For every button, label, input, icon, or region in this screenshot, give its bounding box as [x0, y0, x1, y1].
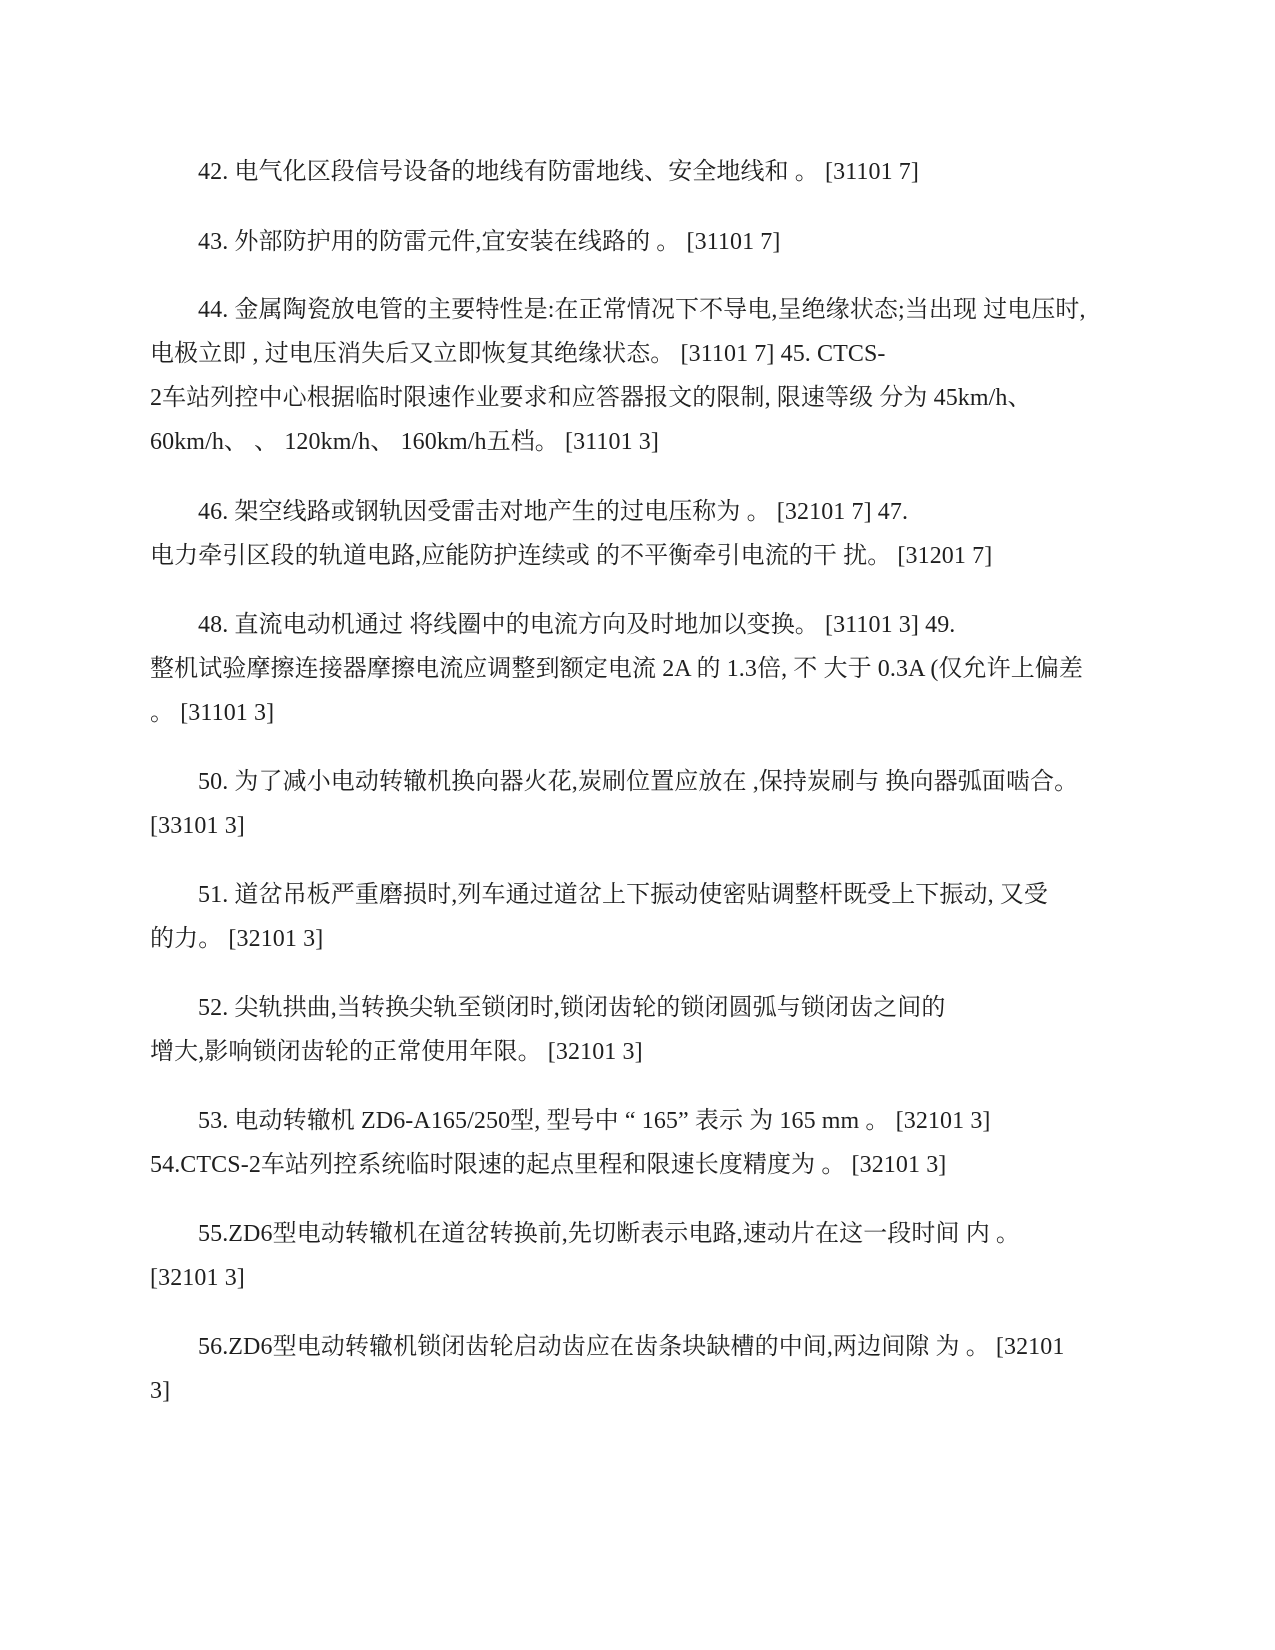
- text-line-q44-q45: 电极立即 , 过电压消失后又立即恢复其绝缘状态。 [31101 7] 45. CTCS-: [150, 341, 886, 367]
- text-line-q43: 43. 外部防护用的防雷元件,宜安装在线路的 。 [31101 7]: [198, 229, 781, 255]
- text-line-q52-end: 增大,影响锁闭齿轮的正常使用年限。 [32101 3]: [150, 1039, 643, 1065]
- text-line-q55: 55.ZD6型电动转辙机在道岔转换前,先切断表示电路,速动片在这一段时间 内 。: [198, 1221, 1020, 1247]
- text-line-q46-q47: 46. 架空线路或钢轨因受雷击对地产生的过电压称为 。 [32101 7] 47.: [198, 499, 909, 525]
- text-line-q53: 53. 电动转辙机 ZD6-A165/250型, 型号中 “ 165” 表示 为 165 mm 。 [32101 3]: [198, 1108, 991, 1134]
- text-line-q45-cont: 2车站列控中心根据临时限速作业要求和应答器报文的限制, 限速等级 分为 45km/h、: [150, 385, 1032, 411]
- text-line-q49-end: 。 [31101 3]: [150, 700, 275, 726]
- text-line-q56-end: 3]: [150, 1378, 171, 1404]
- text-line-q50-end: [33101 3]: [150, 813, 245, 839]
- text-line-q50: 50. 为了减小电动转辙机换向器火花,炭刷位置应放在 ,保持炭刷与 换向器弧面啮合。: [198, 769, 1079, 795]
- text-line-q51-end: 的力。 [32101 3]: [150, 926, 324, 952]
- text-line-q45-end: 60km/h、 、 120km/h、 160km/h五档。 [31101 3]: [150, 429, 660, 455]
- text-line-q42: 42. 电气化区段信号设备的地线有防雷地线、安全地线和 。 [31101 7]: [198, 159, 919, 185]
- text-line-q52: 52. 尖轨拱曲,当转换尖轨至锁闭时,锁闭齿轮的锁闭圆弧与锁闭齿之间的: [198, 995, 946, 1021]
- text-line-q47-end: 电力牵引区段的轨道电路,应能防护连续或 的不平衡牵引电流的干 扰。 [31201 7]: [150, 543, 993, 569]
- text-line-q51: 51. 道岔吊板严重磨损时,列车通过道岔上下振动使密贴调整杆既受上下振动, 又受: [198, 882, 1048, 908]
- text-line-q49-cont: 整机试验摩擦连接器摩擦电流应调整到额定电流 2A 的 1.3倍, 不 大于 0.3A (仅允许上偏差: [150, 656, 1084, 682]
- text-line-q48-q49: 48. 直流电动机通过 将线圈中的电流方向及时地加以变换。 [31101 3] 49.: [198, 612, 956, 638]
- text-line-q56: 56.ZD6型电动转辙机锁闭齿轮启动齿应在齿条块缺槽的中间,两边间隙 为 。 [32101: [198, 1334, 1065, 1360]
- text-line-q55-end: [32101 3]: [150, 1265, 245, 1291]
- text-line-q54: 54.CTCS-2车站列控系统临时限速的起点里程和限速长度精度为 。 [32101 3]: [150, 1152, 947, 1178]
- text-line-q44-start: 44. 金属陶瓷放电管的主要特性是:在正常情况下不导电,呈绝缘状态;当出现 过电压时,: [198, 297, 1086, 323]
